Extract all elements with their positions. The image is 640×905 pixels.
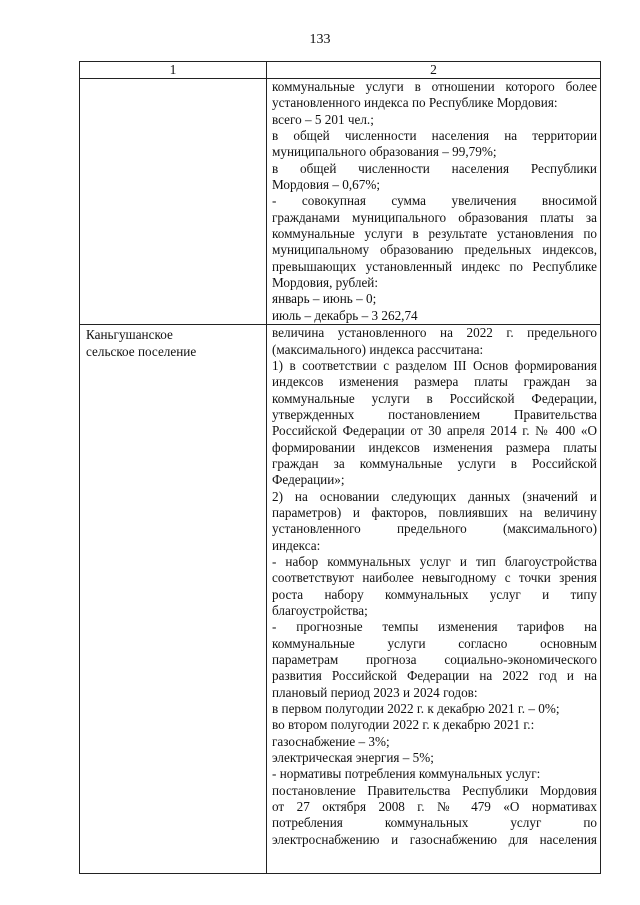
- description-text: [267, 325, 600, 848]
- municipality-name: [80, 325, 266, 362]
- text-line: всего – 5 201 чел.;: [272, 111, 374, 127]
- municipality-cell: [80, 79, 267, 325]
- text-line: постановление Правительства Республики Мордовия: [272, 782, 597, 798]
- text-line: Мордовия – 0,67%;: [272, 177, 380, 193]
- text-line: Федерации»;: [272, 472, 345, 488]
- text-line: во втором полугодии 2022 г. к декабрю 2021 г.:: [272, 717, 535, 733]
- text-line: - совокупная сумма увеличения вносимой: [272, 193, 597, 209]
- text-line: коммунальные услуги согласно основным: [272, 635, 597, 651]
- municipality-cell: [80, 325, 267, 874]
- text-line: плановый период 2023 и 2024 годов:: [272, 684, 478, 700]
- table-row: [80, 79, 601, 325]
- description-cell: [267, 79, 601, 325]
- text-line: 1) в соответствии с разделом III Основ формирования: [272, 357, 597, 373]
- text-line: июль – декабрь – 3 262,74: [272, 307, 418, 323]
- text-line: электрическая энергия – 5%;: [272, 750, 434, 766]
- municipality-name: [80, 79, 266, 83]
- text-line: январь – июнь – 0;: [272, 291, 377, 307]
- text-line: превышающих установленный индекс по Республике: [272, 258, 597, 274]
- municipality-name-line: сельское поселение: [86, 343, 197, 359]
- column-header-2: 2: [267, 62, 601, 79]
- text-line: потребления коммунальных услуг по: [272, 815, 597, 831]
- description-cell: [267, 325, 601, 874]
- page-number: 133: [309, 32, 331, 47]
- text-line: роста набору коммунальных услуг и типу: [272, 586, 597, 602]
- text-line: благоустройства;: [272, 603, 368, 618]
- text-line: соответствуют наиболее невыгодному с точки зрения: [272, 570, 597, 586]
- text-line: - прогнозные темпы изменения тарифов на: [272, 619, 597, 635]
- text-line: коммунальные услуги в Российской Федерации,: [272, 390, 597, 406]
- text-line: муниципальному образованию предельных индексов,: [272, 242, 597, 258]
- text-line: коммунальные услуги в отношении которого более: [272, 79, 597, 94]
- text-line: в первом полугодии 2022 г. к декабрю 2021 г. – 0%;: [272, 701, 560, 717]
- text-line: в общей численности населения Республики: [272, 160, 597, 176]
- text-line: электроснабжению и газоснабжению для населения: [272, 831, 597, 847]
- text-line: (максимального) индекса рассчитана:: [272, 341, 484, 357]
- text-line: коммунальные услуги в результате установления по: [272, 226, 597, 242]
- table-header-row: [80, 62, 601, 79]
- table-row: [80, 325, 601, 874]
- text-line: 2) на основании следующих данных (значений и: [272, 488, 597, 504]
- text-line: установленного предельного (максимального): [272, 521, 597, 537]
- text-line: гражданами муниципального образования платы за: [272, 209, 597, 225]
- description-text: [267, 79, 600, 324]
- text-line: - набор коммунальных услуг и тип благоустройства: [272, 553, 597, 569]
- text-line: граждан за коммунальные услуги в Российской: [272, 455, 597, 471]
- text-line: параметрам прогноза социально-экономического: [272, 652, 597, 668]
- text-line: индексов изменения размера платы граждан за: [272, 374, 597, 390]
- text-line: параметров) и факторов, повлиявших на величину: [272, 504, 597, 520]
- text-line: Мордовия, рублей:: [272, 275, 379, 291]
- text-line: Российской Федерации от 30 апреля 2014 г. № 400 «О: [272, 423, 597, 439]
- text-line: муниципального образования – 99,79%;: [272, 144, 497, 160]
- column-header-1: 1: [80, 62, 267, 79]
- text-line: в общей численности населения на территории: [272, 128, 597, 144]
- text-line: - нормативы потребления коммунальных услуг:: [272, 766, 541, 782]
- text-line: газоснабжение – 3%;: [272, 733, 390, 749]
- text-line: величина установленного на 2022 г. предельного: [272, 325, 597, 341]
- text-line: утвержденных постановлением Правительства: [272, 406, 597, 422]
- text-line: индекса:: [272, 537, 321, 553]
- content-table: [79, 61, 601, 874]
- text-line: формировании индексов изменения размера платы: [272, 439, 597, 455]
- municipality-name-line: Каньгушанское: [86, 327, 173, 343]
- text-line: установленного индекса по Республике Мордовия:: [272, 95, 558, 111]
- text-line: от 27 октября 2008 г. № 479 «О нормативах: [272, 799, 597, 815]
- text-line: развития Российской Федерации на 2022 год и на: [272, 668, 597, 684]
